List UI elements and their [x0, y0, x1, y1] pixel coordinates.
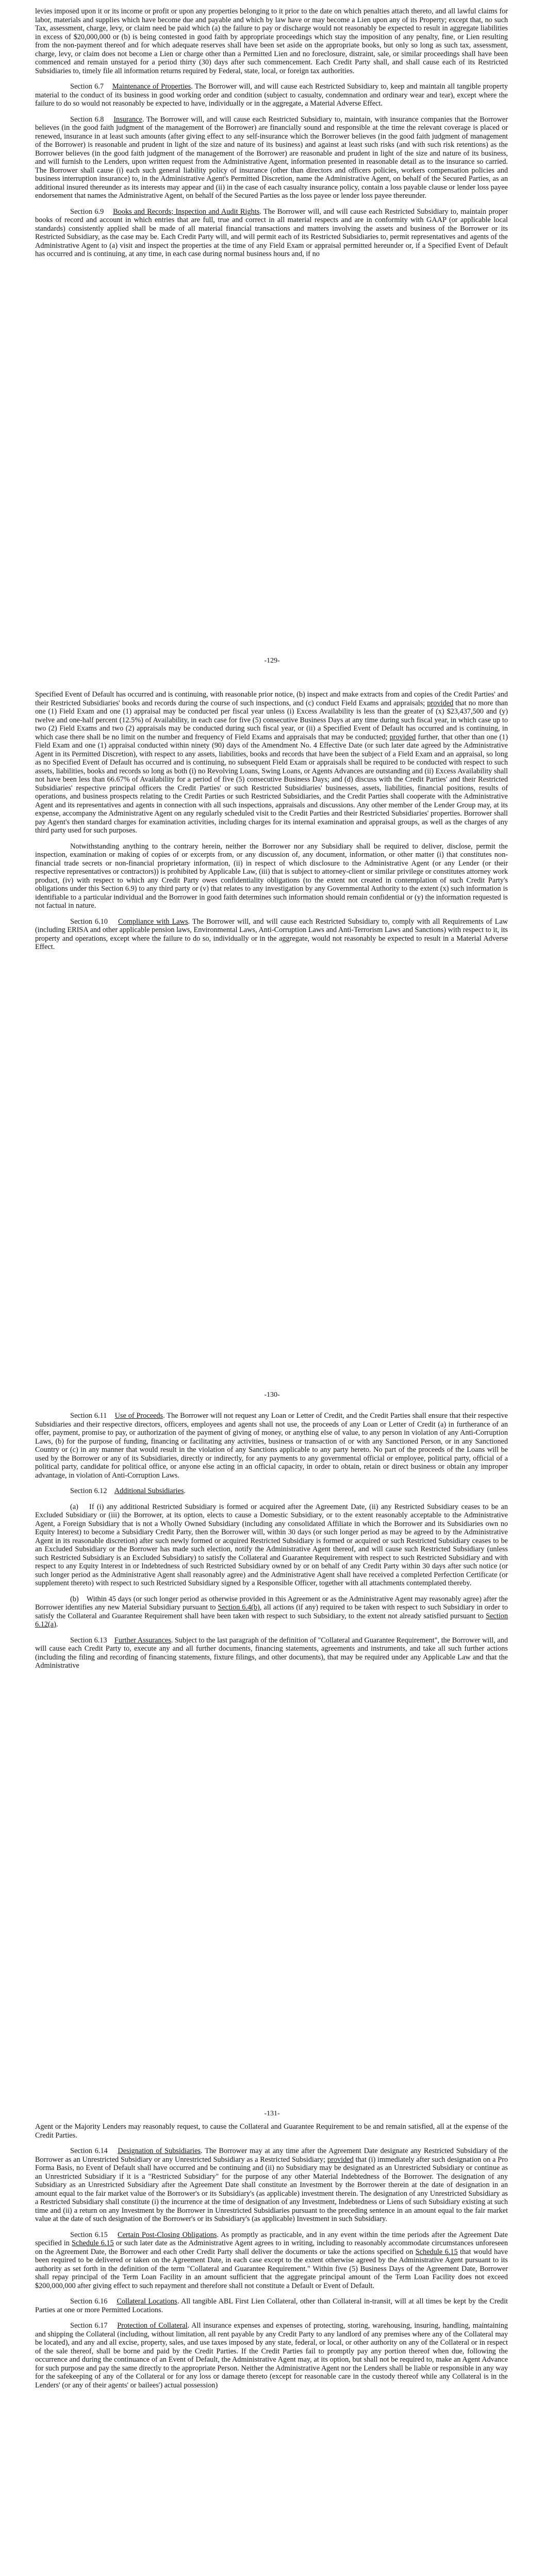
section-6-9: [35, 208, 508, 259]
page-132: [0, 2123, 544, 2576]
section-6-12-b: (b) Within 45 days (or such longer period as otherwise provided in this Agreement or as the Administrative Agent may reasonably agree) after the Borrower identifies any new Material Subsidiary pursuant to Section 6.4(b), all actions (if any) required to be taken with respect to such Subsidiary in order to satisfy the Collateral and Guarantee Requirement shall have been taken with respect to such Subsidiary, to the extent not already satisfied pursuant to Section 6.12(a).: [35, 1595, 508, 1629]
cross-reference: Section 6.4(b): [218, 1603, 260, 1612]
section-6-14: Section 6.14 Designation of Subsidiaries. The Borrower may at any time after the Agreement Date designate any Restricted Subsidiary of the Borrower as an Unrestricted Subsidiary or any Unrestricted Subsidiary as a Restricted Subsidiary; provided that (i) immediately after such designation on a Pro Forma Basis, no Event of Default shall have occurred and be continuing and (ii) no Subsidiary may be designated as an Unrestricted Subsidiary or continue as an Unrestricted Subsidiary if it is a "Restricted Subsidiary" for the purpose of any other Material Indebtedness of the Borrower. The designation of any Subsidiary as an Unrestricted Subsidiary after the Agreement Date shall constitute an Investment by the Borrower therein at the date of designation in an amount equal to the fair market value of the Borrower's or its Subsidiary's (as applicable) investment therein. The designation of any Unrestricted Subsidiary as a Restricted Subsidiary shall constitute (i) the incurrence at the time of designation of any Investment, Indebtedness or Liens of such Subsidiary existing at such time and (ii) a return on any Investment by the Borrower in Unrestricted Subsidiaries pursuant to the preceding sentence in an amount equal to the fair market value at the date of such designation of the Borrower's or its Subsidiary's (as applicable) Investment in such Subsidiary.: [35, 2147, 508, 2223]
section-6-11: [35, 1412, 508, 1480]
section-6-8: [35, 115, 508, 200]
section-6-12-heading: Section 6.12 Additional Subsidiaries.: [70, 1487, 186, 1495]
section-number: Section 6.9: [70, 207, 104, 216]
section-title: Additional Subsidiaries: [114, 1487, 184, 1495]
section-number: Section 6.15: [70, 2230, 108, 2239]
section-body: . The Borrower will, and will cause each Restricted Subsidiary to, maintain, with insurance companies that the Borrower believes (in the good faith judgment of the management of the Borrower) are financially sound and responsible at the time the relevant coverage is placed or renewed, insurance in at least such amounts (after giving effect to any self-insurance which the Borrower believes (in the good faith judgment of management of the Borrower) is reasonable and prudent in light of the size and nature of its business) and against at least such risks (and with such risk retentions) as the Borrower believes (in the good faith judgment of the management of the Borrower) are reasonable and prudent in light of the size and nature of its business, and will furnish to the Lenders, upon written request from the Administrative Agent, information presented in reasonable detail as to the insurance so carried. The Borrower shall cause (i) each such general liability policy of insurance (other than directors and officers policies, workers compensation policies and business interruption insurance) to, in the Administrative Agent's Permitted Discretion, name the Administrative Agent, on behalf of the Secured Parties, as an additional insured thereunder as its interests may appear and (ii) in the case of each casualty insurance policy, contain a loss payable clause or lender loss payee endorsement that names the Administrative Agent, on behalf of the Secured Parties as the loss payee or lender loss payee thereunder.: [35, 115, 508, 200]
section-6-17: [35, 2321, 508, 2389]
section-title: Books and Records; Inspection and Audit Rights: [113, 207, 260, 216]
section-number: Section 6.14: [70, 2147, 108, 2155]
section-body: . Subject to the last paragraph of the definition of "Collateral and Guarantee Requirement", the Borrower will, and will cause each Credit Party to, execute any and all further documents, financing statements, agreements and instruments, and take all such further actions (including the filing and recording of financing statements, fixture filings, and other documents), that may be required under any Applicable Law and that the Administrative: [35, 1636, 508, 1670]
section-title: Use of Proceeds: [114, 1412, 163, 1420]
proviso: provided: [389, 733, 416, 741]
section-6-13: [35, 1636, 508, 1670]
section-body: . All tangible ABL First Lien Collateral, other than Collateral in-transit, will at all times be kept by the Credit Parties at one or more Permitted Locations.: [35, 2297, 508, 2314]
page-131: [0, 1412, 544, 2105]
notwithstanding-paragraph: Notwithstanding anything to the contrary herein, neither the Borrower nor any Subsidiary shall be required to deliver, disclose, permit the inspection, examination or making of copies of or excerpts from, or any discussion of, any document, information, or other matter (i) that constitutes non-financial trade secrets or non-financial proprietary information, (ii) in respect of which disclosure to the Administrative Agent (or any Lender (or their respective representatives or contractors)) is prohibited by Applicable Law, (iii) that is subject to attorney-client or similar privilege or constitutes attorney work product, (iv) with respect to which any Credit Party owes confidentiality obligations (to the extent not created in contemplation of such Credit Party's obligations under this Section 6.9) to any third party or (v) that relates to any investigation by any Governmental Authority to the extent (x) such information is identifiable to a particular individual and the Borrower in good faith determines such information should remain confidential or (y) the information requested is not factual in nature.: [35, 842, 508, 910]
section-6-16: [35, 2297, 508, 2314]
continuation-paragraph: levies imposed upon it or its income or profit or upon any properties belonging to it prior to the date on which penalties attach thereto, and all lawful claims for labor, materials and supplies which have become due and payable and which by law have or may become a Lien upon any of its Property; except that, no such Tax, assessment, charge, levy, or claim need be paid which (a) the failure to pay or discharge would not reasonably be expected to result in aggregate liabilities in excess of $20,000,000 or (b) is being contested in good faith by appropriate proceedings which stay the imposition of any penalty, fine, or Lien resulting from the non-payment thereof and for which adequate reserves shall have been set aside on the appropriate books, but only so long as such tax, assessment, charge, levy, or claim does not become a Lien or charge other than a Permitted Lien and no foreclosure, distraint, sale, or similar proceedings shall have been commenced and remain unstayed for a period thirty (30) days after such commencement. Each Credit Party shall, and shall cause each of its Restricted Subsidiaries to, timely file all information returns required by Federal, state, local, or foreign tax authorities.: [35, 7, 508, 75]
section-number: Section 6.17: [70, 2321, 108, 2330]
section-body: . The Borrower will, and will cause each Restricted Subsidiary to, maintain proper books of record and account in which entries that are full, true and correct in all material respects and are in conformity with GAAP (or applicable local standards) consistently applied shall be made of all material financial transactions and matters involving the assets and business of the Borrower or its Restricted Subsidiary, as the case may be. Each Credit Party will, and will permit each of its Restricted Subsidiaries to, permit representatives and agents of the Administrative Agent to (a) visit and inspect the properties at the time of any Field Exam or appraisal permitted hereunder or, if a Specified Event of Default has occurred and is continuing, at any time, in each case during normal business hours and, if no: [35, 207, 508, 258]
section-number: Section 6.12: [70, 1487, 107, 1495]
section-number: Section 6.8: [70, 115, 104, 124]
section-title: Certain Post-Closing Obligations: [118, 2230, 217, 2239]
continuation-paragraph: Agent or the Majority Lenders may reasonably request, to cause the Collateral and Guarantee Requirement to be and remain satisfied, all at the expense of the Credit Parties.: [35, 2123, 508, 2140]
section-6-7: [35, 82, 508, 108]
section-6-12-a: (a) If (i) any additional Restricted Subsidiary is formed or acquired after the Agreement Date, (ii) any Restricted Subsidiary ceases to be an Excluded Subsidiary or (iii) the Borrower, at its option, elects to cause a Domestic Subsidiary, or to the extent reasonably acceptable to the Administrative Agent, a Foreign Subsidiary that is not a Wholly Owned Subsidiary (including any consolidated Affiliate in which the Borrower and its Subsidiaries own no Equity Interest) to become a Subsidiary Credit Party, then the Borrower will, within 30 days (or such longer period as may be agreed to by the Administrative Agent in its reasonable discretion) after such newly formed or acquired Restricted Subsidiary is formed or acquired or such Restricted Subsidiary ceases to be an Excluded Subsidiary or the Borrower has made such election, notify the Administrative Agent thereof, and will cause such Restricted Subsidiary (unless such Restricted Subsidiary is an Excluded Subsidiary) to satisfy the Collateral and Guarantee Requirement with respect to such Restricted Subsidiary and with respect to any Equity Interest in or Indebtedness of such Restricted Subsidiary owned by or on behalf of any Credit Party within 30 days after such notice (or such longer period as the Administrative Agent shall reasonably agree) and the Administrative Agent shall have received a completed Perfection Certificate (or supplement thereto) with respect to such Restricted Subsidiary signed by a Responsible Officer, together with all attachments contemplated thereby.: [35, 1502, 508, 1587]
section-body: . The Borrower will not request any Loan or Letter of Credit, and the Credit Parties shall ensure that their respective Subsidiaries and their respective directors, officers, employees and agents shall not use, the proceeds of any Loan or Letter of Credit (a) in furtherance of an offer, payment, promise to pay, or authorization of the payment of giving of money, or anything else of value, to any person in violation of any Anti-Corruption Laws, (b) for the purpose of funding, financing or facilitating any activities, business or transaction of or with any Sanctioned Person, or in any Sanctioned Country or (c) in any manner that would result in the violation of any Sanctions applicable to any party hereto. No part of the proceeds of the Loans will be used by the Borrower or any of its Subsidiaries, directly or indirectly, for any payments to any governmental official or employee, political party, official of a political party, candidate for political office, or anyone else acting in an official capacity, in order to obtain, retain or direct business or obtain any improper advantage, in violation of Anti-Corruption Laws.: [35, 1412, 508, 1480]
section-body: . All insurance expenses and expenses of protecting, storing, warehousing, insuring, handling, maintaining and shipping the Collateral (including, without limitation, all rent payable by any Credit Party to any landlord of any premises where any of the Collateral may be located), and any and all excise, property, sales, and use taxes imposed by any state, federal, or local, or other authority on any of the Collateral or in respect of the sale thereof, shall be borne and paid by the Credit Parties. If the Credit Parties fail to promptly pay any portion thereof when due, following the occurrence and during the continuance of an Event of Default, the Administrative Agent may, at its option, but shall not be required to, make an Agent Advance for such purpose and pay the same directly to the appropriate Person. Neither the Administrative Agent nor the Lenders shall be liable or responsible in any way for the safekeeping of any of the Collateral or for any loss or damage thereto (except for reasonable care in the custody thereof while any Collateral is in the Lenders' (or any of their agents' or bailees') actual possession): [35, 2321, 508, 2389]
page-130: [0, 690, 544, 1383]
section-number: Section 6.10: [70, 917, 108, 926]
section-body: . The Borrower will, and will cause each Restricted Subsidiary to, keep and maintain all tangible property material to the conduct of its business in good working order and condition (subject to casualty, condemnation and ordinary wear and tear), except where the failure to do so would not reasonably be expected to have, individually or in the aggregate, a Material Adverse Effect.: [35, 82, 508, 108]
cross-reference: Schedule 6.15: [72, 2239, 114, 2247]
section-6-15: Section 6.15 Certain Post-Closing Obligations. As promptly as practicable, and in any event within the time periods after the Agreement Date specified in Schedule 6.15 or such later date as the Administrative Agent agrees to in writing, including to reasonably accommodate circumstances unforeseen on the Agreement Date, the Borrower and each other Credit Party shall deliver the documents or take the actions specified on Schedule 6.15 that would have been required to be delivered or taken on the Agreement Date, in each case except to the extent otherwise agreed by the Administrative Agent pursuant to its authority as set forth in the definition of the term "Collateral and Guarantee Requirement." Within five (5) Business Days of the Agreement Date, Borrower shall repay principal of the Term Loan Facility in an amount sufficient that the aggregate principal amount of the Term Loan Facility does not exceed $200,000,000 after giving effect to such repayment and therefore shall not constitute a Default or Event of Default.: [35, 2230, 508, 2290]
section-title: Collateral Locations: [117, 2297, 177, 2306]
cross-reference: Section 6.12(a): [35, 1612, 508, 1629]
page-number: -129-: [264, 657, 280, 665]
proviso: provided: [427, 699, 454, 707]
section-title: Compliance with Laws: [118, 917, 188, 926]
continuation-paragraph: Specified Event of Default has occurred and is continuing, with reasonable prior notice, (b) inspect and make extracts from and copies of the Credit Parties' and their Restricted Subsidiaries' books and records during the course of such inspections, and (c) conduct Field Exams and appraisals; provided that no more than one (1) Field Exam and one (1) appraisal may be conducted per fiscal year unless (i) Excess Availability is less than the greater of (x) $23,437,500 and (y) twelve and one-half percent (12.5%) of Availability, in each case for five (5) consecutive Business Days at any time during such fiscal year, in which case up to two (2) Field Exams and two (2) appraisals may be conducted during such fiscal year, or (ii) a Specified Event of Default has occurred and is continuing, in which case there shall be no limit on the number and frequency of Field Exams and appraisals that may be conducted; provided further, that other than one (1) Field Exam and one (1) appraisal conducted within ninety (90) days of the Amendment No. 4 Effective Date (or such later date agreed by the Administrative Agent in its Permitted Discretion), with respect to any assets, liabilities, books and records that have been the subject of a Field Exam and an appraisal, so long as no Specified Event of Default has occurred and is continuing, no subsequent Field Exam or appraisals shall be required to be conducted with respect to such assets, liabilities, books and records so long as both (i) no Revolving Loans, Swing Loans, or Agents Advances are outstanding and (ii) Excess Availability shall not have been less than 66.67% of Availability for a period of five (5) consecutive Business Days; and (d) discuss with the Credit Parties' and their Restricted Subsidiaries' respective principal officers the Credit Parties' or such Restricted Subsidiaries' businesses, assets, liabilities, financial positions, results of operations, and business prospects relating to the Credit Parties or such Restricted Subsidiaries, and the Credit Parties shall cooperate with the Administrative Agent and its representatives and agents in connection with all such inspections, appraisals and discussions. Any other member of the Lender Group may, at its expense, accompany the Administrative Agent on any regularly scheduled visit to the Credit Parties and their Restricted Subsidiaries' properties. Borrower shall pay Agent's then standard charges for examination activities, including charges for its internal examination and appraisal groups, as well as the charges of any third party used for such purposes.: [35, 690, 508, 835]
section-body: . The Borrower will, and will cause each Restricted Subsidiary to, comply with all Requirements of Law (including ERISA and other applicable pension laws, Environmental Laws, Anti-Corruption Laws and Anti-Terrorism Laws and Sanctions) with respect to it, its property and operations, except where the failure to do so, individually or in the aggregate, would not reasonably be expected to result in a Material Adverse Effect.: [35, 917, 508, 951]
section-title: Insurance: [113, 115, 142, 124]
page-number: -130-: [264, 1391, 280, 1399]
proviso: provided: [327, 2155, 354, 2164]
section-6-10: [35, 918, 508, 952]
section-title: Protection of Collateral: [117, 2321, 188, 2330]
section-number: Section 6.11: [70, 1412, 107, 1420]
cross-reference: Schedule 6.15: [415, 2247, 458, 2256]
page-number: -131-: [264, 2110, 280, 2117]
section-title: Maintenance of Properties: [112, 82, 191, 91]
section-number: Section 6.7: [70, 82, 104, 91]
section-number: Section 6.16: [70, 2297, 108, 2306]
section-title: Designation of Subsidiaries: [118, 2147, 201, 2155]
page-129: [0, 7, 544, 657]
section-number: Section 6.13: [70, 1636, 107, 1645]
section-title: Further Assurances: [114, 1636, 171, 1645]
